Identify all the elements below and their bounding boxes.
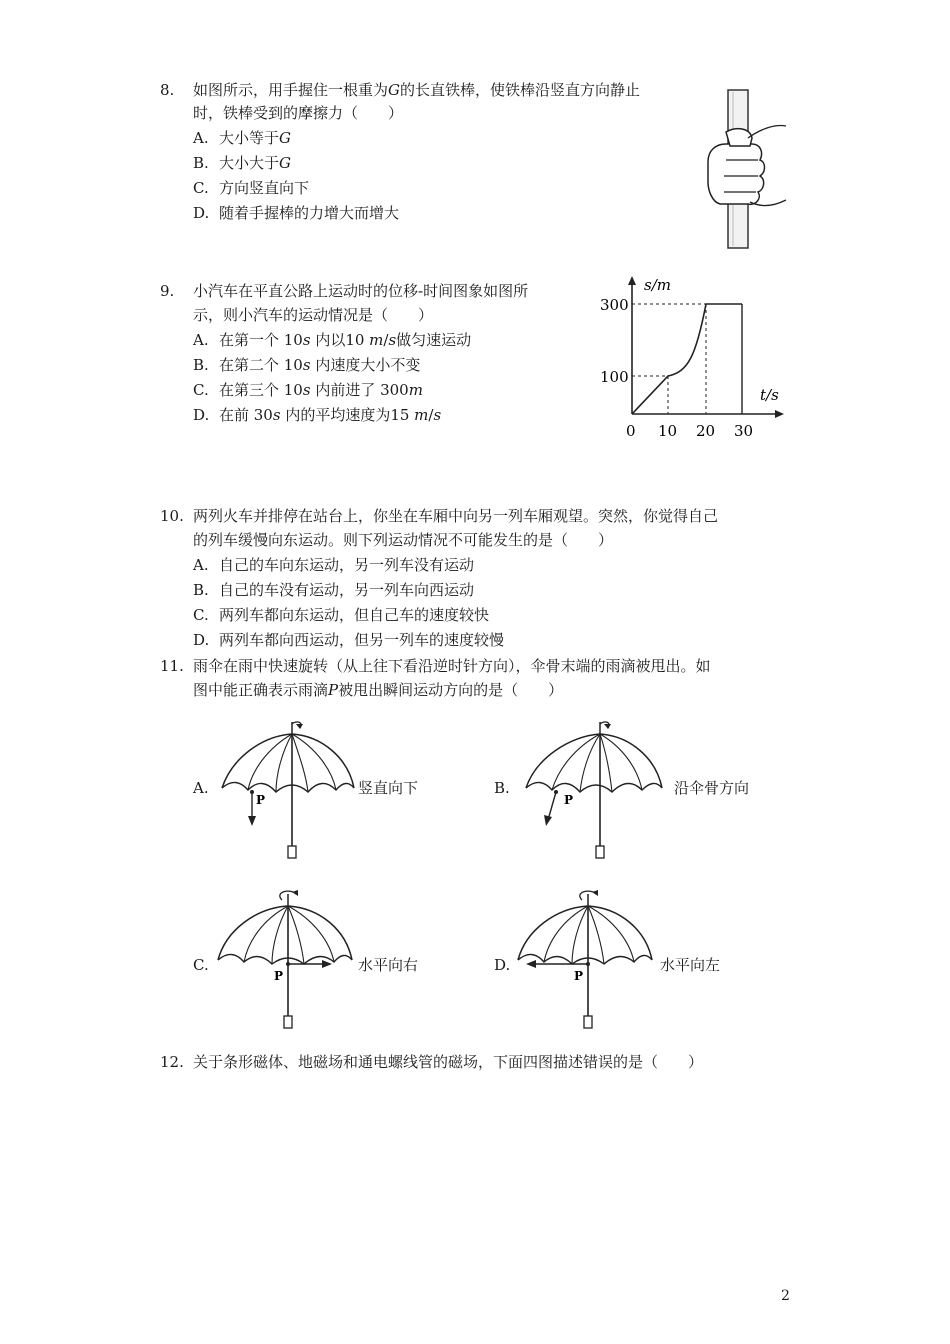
y-tick-100: 100 [600,368,629,386]
q11-figure-c-label[interactable]: C. [193,956,209,974]
q9-option-c[interactable]: C. 在第三个 10𝑠 内前进了 300𝑚 [193,381,423,399]
q9-option-a[interactable]: A. 在第一个 10𝑠 内以10 𝑚/𝑠做匀速运动 [193,331,472,349]
y-tick-300: 300 [600,296,629,314]
x-tick-20: 20 [696,422,716,440]
q12-number: 12. [160,1053,184,1071]
umbrella-figure-b [520,718,670,863]
q8-number: 8. [160,81,175,99]
q8-option-c[interactable]: C. 方向竖直向下 [193,179,310,197]
q11-point-c: P [274,969,284,983]
q8-option-d[interactable]: D. 随着手握棒的力增大而增大 [193,204,400,222]
q9-number: 9. [160,282,175,300]
q11-figure-b-caption: 沿伞骨方向 [674,779,750,797]
q8-stem-line1: 如图所示，用手握住一根重为𝐺的长直铁棒，使铁棒沿竖直方向静止 [193,81,640,99]
q11-point-a: P [256,793,266,807]
hand-holding-rod-figure [700,82,790,250]
q11-figure-a-caption: 竖直向下 [358,779,419,797]
q11-figure-a-label[interactable]: A. [193,779,209,797]
q9-option-d[interactable]: D. 在前 30𝑠 内的平均速度为15 𝑚/𝑠 [193,406,442,424]
q8-option-a[interactable]: A. 大小等于𝐺 [193,129,291,147]
q11-number: 11. [160,657,184,675]
q11-figure-b-label[interactable]: B. [494,779,510,797]
q10-number: 10. [160,507,184,525]
umbrella-figure-c [212,888,362,1033]
x-tick-30: 30 [734,422,754,440]
x-tick-0: 0 [626,422,636,440]
q9-option-b[interactable]: B. 在第二个 10𝑠 内速度大小不变 [193,356,421,374]
x-axis-label: t/s [760,386,779,404]
q9-stem-line2: 示，则小汽车的运动情况是（ ） [193,306,434,324]
q8-option-b[interactable]: B. 大小大于𝐺 [193,154,291,172]
q12-stem-line1: 关于条形磁体、地磁场和通电螺线管的磁场，下面四图描述错误的是（ ） [193,1053,704,1071]
q10-stem-line1: 两列火车并排停在站台上，你坐在车厢中向另一列车厢观望。突然，你觉得自己 [193,507,719,525]
q9-stem-line1: 小汽车在平直公路上运动时的位移-时间图象如图所 [193,282,529,300]
q11-stem-line1: 雨伞在雨中快速旋转（从上往下看沿逆时针方向），伞骨末端的雨滴被甩出。如 [193,657,711,675]
q11-figure-c-caption: 水平向右 [358,956,419,974]
q8-stem-line2: 时，铁棒受到的摩擦力（ ） [193,104,404,122]
displacement-time-graph [592,272,788,456]
y-axis-label: s/m [644,276,671,294]
q11-figure-d-caption: 水平向左 [660,956,721,974]
q10-option-a[interactable]: A. 自己的车向东运动，另一列车没有运动 [193,556,475,574]
q11-stem-line2: 图中能正确表示雨滴𝑃被甩出瞬间运动方向的是（ ） [193,681,564,699]
umbrella-figure-d [512,888,662,1033]
q11-point-d: P [574,969,584,983]
q11-point-b: P [564,793,574,807]
q10-option-c[interactable]: C. 两列车都向东运动，但自己车的速度较快 [193,606,490,624]
x-tick-10: 10 [658,422,678,440]
q10-option-d[interactable]: D. 两列车都向西运动，但另一列车的速度较慢 [193,631,505,649]
graph-curve [632,304,742,414]
page-number: 2 [781,1288,790,1304]
umbrella-figure-a [212,718,362,863]
q10-option-b[interactable]: B. 自己的车没有运动，另一列车向西运动 [193,581,475,599]
q10-stem-line2: 的列车缓慢向东运动。则下列运动情况不可能发生的是（ ） [193,531,614,549]
q11-figure-d-label[interactable]: D. [494,956,511,974]
